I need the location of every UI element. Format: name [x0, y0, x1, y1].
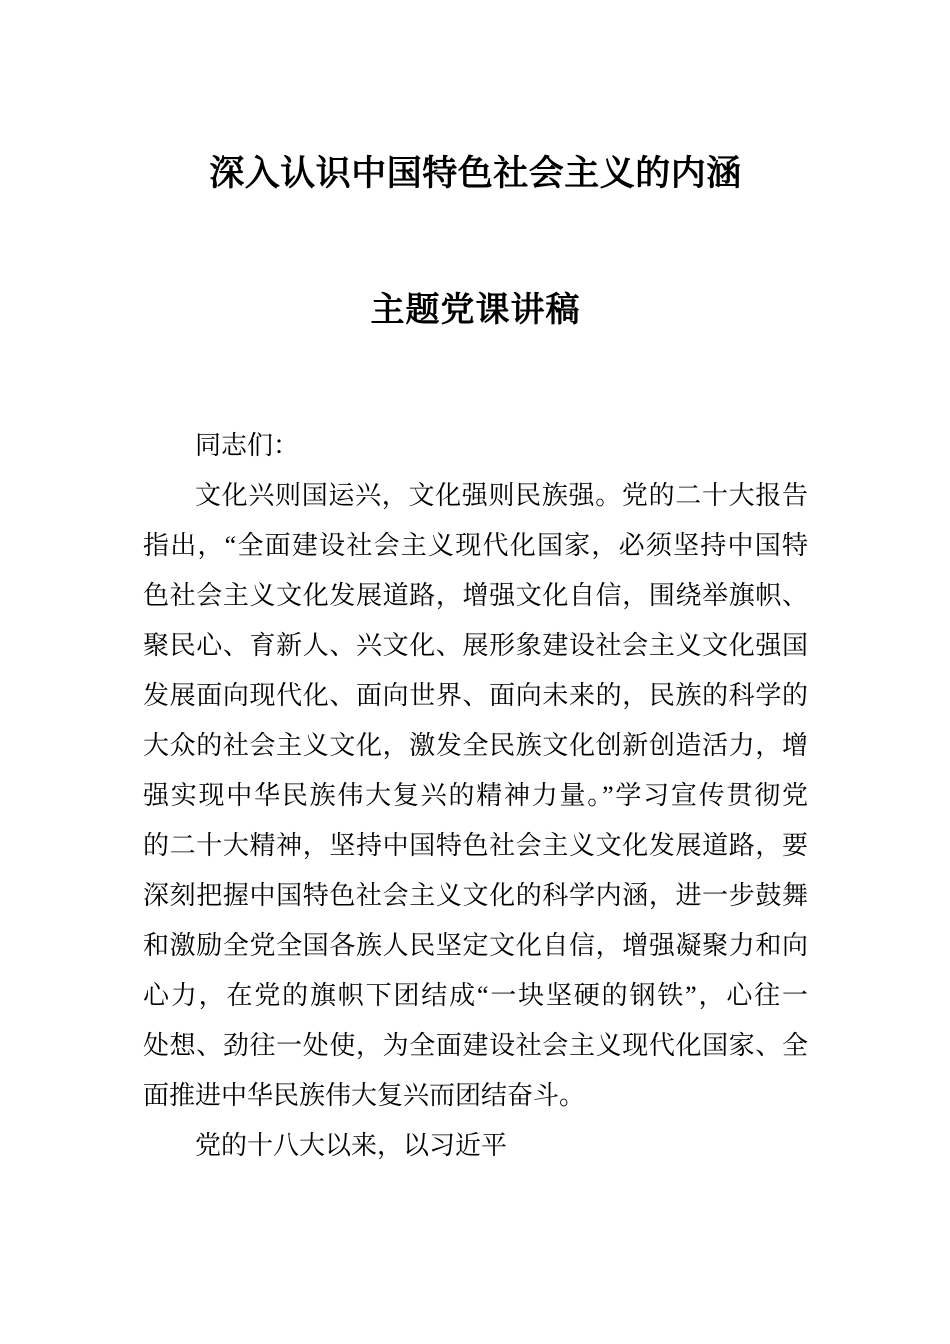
document-subtitle: 主题党课讲稿 — [370, 292, 581, 329]
document-body — [143, 421, 808, 1171]
body-text-line: 发展面向现代化、面向世界、面向未来的，民族的科学的 — [143, 681, 808, 710]
body-text-line: 大众的社会主义文化，激发全民族文化创新创造活力，增 — [143, 731, 808, 760]
body-text-line: 聚民心、育新人、兴文化、展形象建设社会主义文化强国 — [143, 631, 808, 660]
body-text-line: 心力，在党的旗帜下团结成“一块坚硬的钢铁”，心往一 — [143, 981, 808, 1010]
body-text-line: 文化兴则国运兴，文化强则民族强。党的二十大报告 — [195, 481, 808, 510]
body-text-line: 指出，“全面建设社会主义现代化国家，必须坚持中国特 — [143, 531, 808, 560]
body-text-line: 和激励全党全国各族人民坚定文化自信，增强凝聚力和向 — [143, 931, 808, 960]
body-text-line: 色社会主义文化发展道路，增强文化自信，围绕举旗帜、 — [143, 581, 808, 610]
body-text-line: 强实现中华民族伟大复兴的精神力量。”学习宣传贯彻党 — [143, 781, 808, 810]
body-text-line: 处想、劲往一处使，为全面建设社会主义现代化国家、全 — [143, 1031, 808, 1060]
body-text-line: 党的十八大以来，以习近平 — [195, 1131, 508, 1160]
body-text-line: 同志们： — [195, 431, 300, 460]
body-text-line: 的二十大精神，坚持中国特色社会主义文化发展道路，要 — [143, 831, 808, 860]
body-text-line: 深刻把握中国特色社会主义文化的科学内涵，进一步鼓舞 — [143, 881, 808, 910]
document-title: 深入认识中国特色社会主义的内涵 — [209, 154, 742, 193]
body-text-line: 面推进中华民族伟大复兴而团结奋斗。 — [143, 1081, 586, 1110]
